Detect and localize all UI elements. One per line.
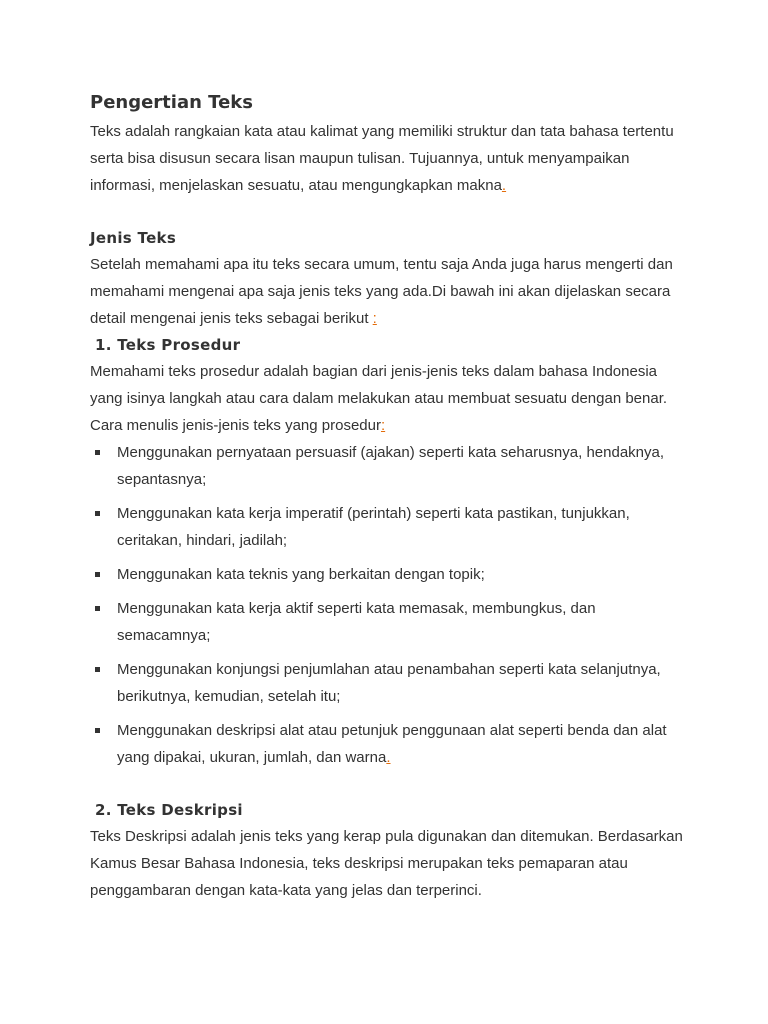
heading-teks-prosedur: 1. Teks Prosedur: [95, 336, 241, 354]
paragraph-pengertian-teks: Teks adalah rangkaian kata atau kalimat yang memiliki struktur dan tata bahasa tertentu serta bisa disusun secara lisan maupun tulisan. Tujuannya, untuk menyampaikan informasi, menjelaskan sesuatu, atau mengungkapkan makna.: [90, 123, 674, 194]
heading-pengertian-teks: Pengertian Teks: [90, 92, 253, 113]
heading-teks-deskripsi: 2. Teks Deskripsi: [95, 801, 243, 819]
list-item: Menggunakan deskripsi alat atau petunjuk penggunaan alat seperti benda dan alat yang dipakai, ukuran, jumlah, dan warna.: [90, 717, 690, 771]
list-item: Menggunakan kata kerja aktif seperti kata memasak, membungkus, dan semacamnya;: [90, 595, 690, 649]
paragraph-teks-prosedur: Memahami teks prosedur adalah bagian dari jenis-jenis teks dalam bahasa Indonesia yang isinya langkah atau cara dalam melakukan atau membuat sesuatu dengan benar. Cara menulis jenis-jenis teks yang prosedur:: [90, 363, 668, 434]
document-page: [90, 88, 690, 904]
prosedur-bullet-list: [90, 439, 690, 771]
paragraph-teks-deskripsi: Teks Deskripsi adalah jenis teks yang kerap pula digunakan dan ditemukan. Berdasarkan Kamus Besar Bahasa Indonesia, teks deskripsi merupakan teks pemaparan atau penggambaran dengan kata-kata yang jelas dan terperinci.: [90, 828, 683, 899]
list-item: Menggunakan konjungsi penjumlahan atau penambahan seperti kata selanjutnya, berikutnya, kemudian, setelah itu;: [90, 656, 690, 710]
list-item: Menggunakan kata kerja imperatif (perintah) seperti kata pastikan, tunjukkan, ceritakan, hindari, jadilah;: [90, 500, 690, 554]
list-item: Menggunakan kata teknis yang berkaitan dengan topik;: [90, 561, 690, 588]
heading-jenis-teks: Jenis Teks: [90, 229, 177, 247]
paragraph-jenis-teks: Setelah memahami apa itu teks secara umum, tentu saja Anda juga harus mengerti dan memahami mengenai apa saja jenis teks yang ada.Di bawah ini akan dijelaskan secara detail mengenai jenis teks sebagai berikut :: [90, 256, 673, 327]
list-item: Menggunakan pernyataan persuasif (ajakan) seperti kata seharusnya, hendaknya, sepantasnya;: [90, 439, 690, 493]
tracked-change-mark: .: [386, 749, 391, 766]
tracked-change-mark: :: [380, 417, 386, 434]
tracked-change-mark: .: [501, 177, 507, 194]
tracked-change-mark: :: [372, 310, 377, 327]
